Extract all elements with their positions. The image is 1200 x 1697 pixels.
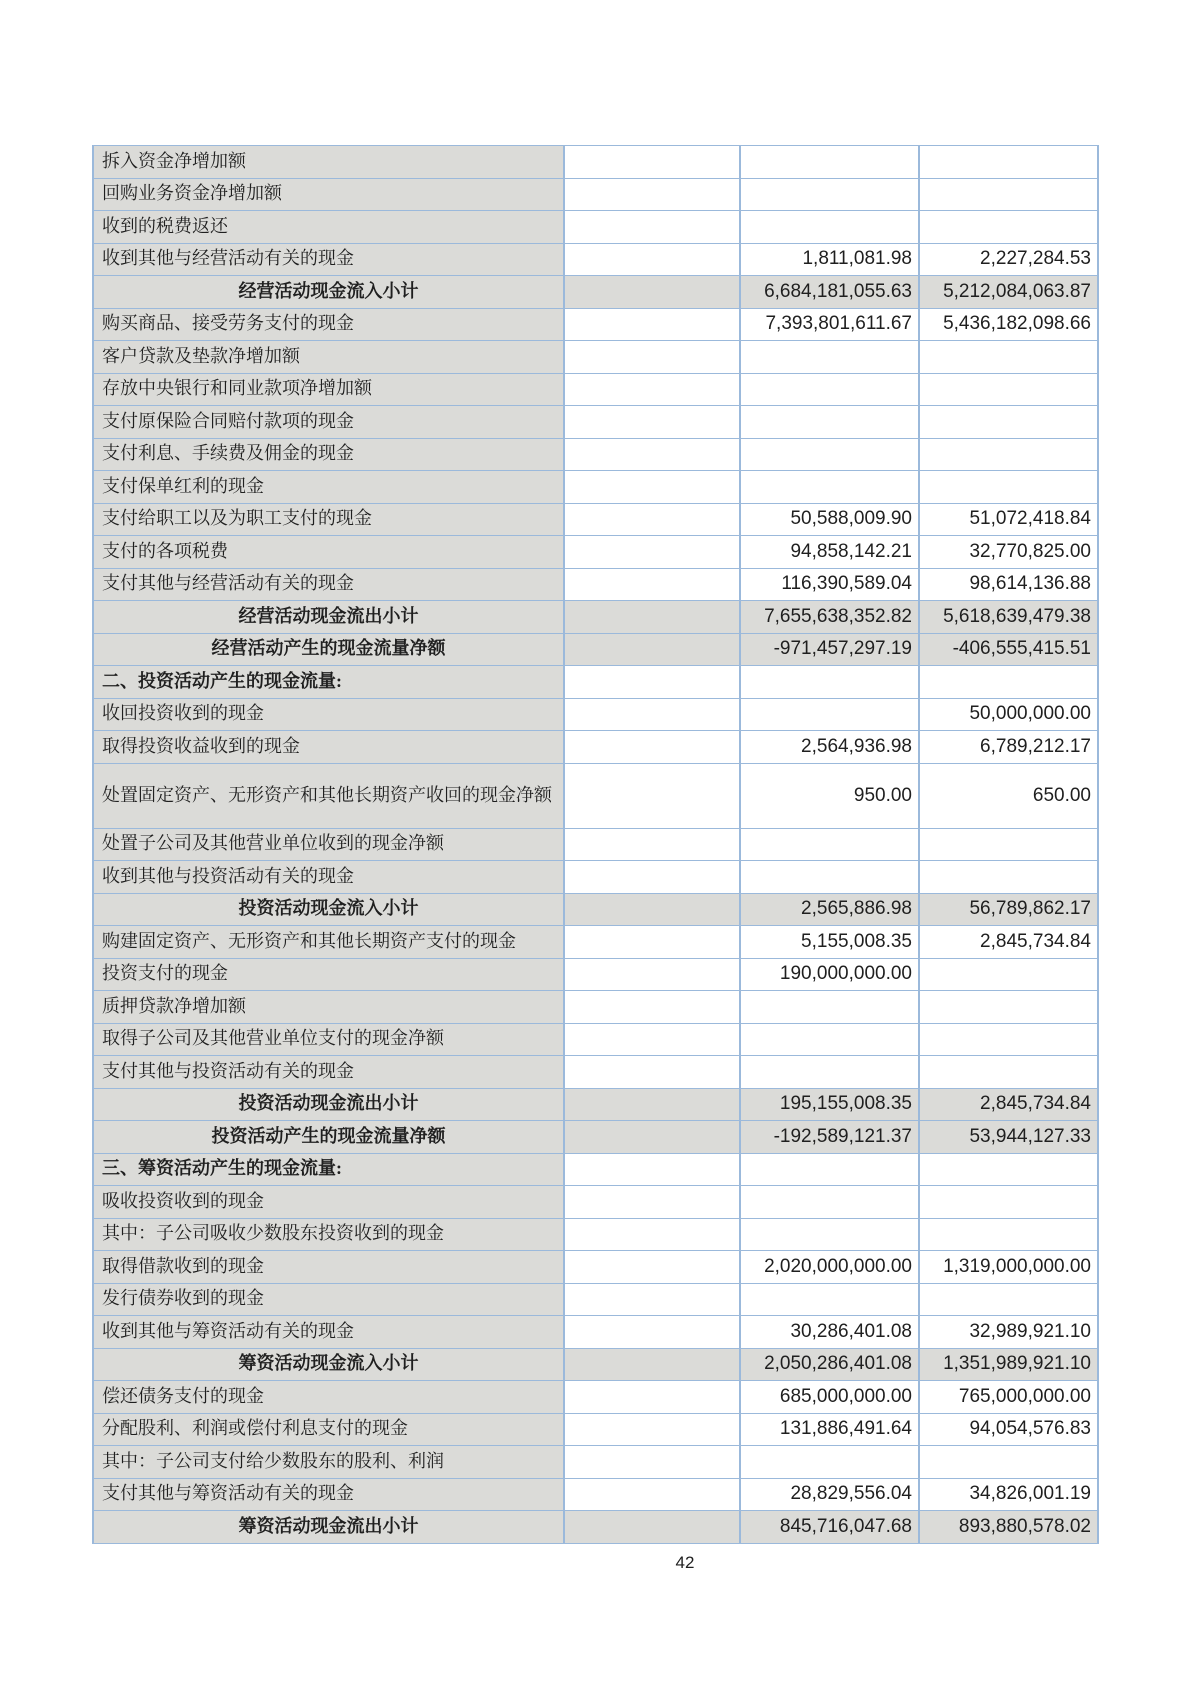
row-label: 拆入资金净增加额 — [93, 146, 564, 179]
table-row — [93, 861, 1098, 894]
value-current-period: 195,155,008.35 — [740, 1088, 919, 1121]
value-current-period — [740, 373, 919, 406]
notes-cell — [564, 243, 740, 276]
table-row — [93, 991, 1098, 1024]
row-label: 质押贷款净增加额 — [93, 991, 564, 1024]
notes-cell — [564, 1251, 740, 1284]
table-row — [93, 373, 1098, 406]
value-current-period: 30,286,401.08 — [740, 1316, 919, 1349]
table-row — [93, 601, 1098, 634]
notes-cell — [564, 1023, 740, 1056]
notes-cell — [564, 1381, 740, 1414]
row-label: 经营活动现金流出小计 — [93, 601, 564, 634]
value-prior-period: -406,555,415.51 — [919, 633, 1098, 666]
value-prior-period — [919, 471, 1098, 504]
value-prior-period: 2,845,734.84 — [919, 1088, 1098, 1121]
notes-cell — [564, 1186, 740, 1219]
row-label: 投资活动产生的现金流量净额 — [93, 1121, 564, 1154]
row-label: 支付利息、手续费及佣金的现金 — [93, 438, 564, 471]
table-row — [93, 1316, 1098, 1349]
table-row — [93, 178, 1098, 211]
value-current-period — [740, 1153, 919, 1186]
value-current-period — [740, 438, 919, 471]
value-current-period — [740, 178, 919, 211]
table-row — [93, 568, 1098, 601]
value-prior-period — [919, 991, 1098, 1024]
value-prior-period — [919, 861, 1098, 894]
row-label: 吸收投资收到的现金 — [93, 1186, 564, 1219]
value-current-period: 2,565,886.98 — [740, 893, 919, 926]
row-label: 发行债券收到的现金 — [93, 1283, 564, 1316]
row-label: 支付的各项税费 — [93, 536, 564, 569]
page-number: 42 — [675, 1553, 695, 1572]
cash-flow-table-body — [93, 146, 1098, 1544]
table-row — [93, 1478, 1098, 1511]
row-label: 收到其他与投资活动有关的现金 — [93, 861, 564, 894]
value-prior-period — [919, 1023, 1098, 1056]
row-label: 偿还债务支付的现金 — [93, 1381, 564, 1414]
value-prior-period: 56,789,862.17 — [919, 893, 1098, 926]
value-current-period — [740, 341, 919, 374]
value-current-period — [740, 211, 919, 244]
value-current-period: 131,886,491.64 — [740, 1413, 919, 1446]
value-prior-period — [919, 1446, 1098, 1479]
table-row — [93, 1348, 1098, 1381]
value-current-period: 5,155,008.35 — [740, 926, 919, 959]
row-label: 支付保单红利的现金 — [93, 471, 564, 504]
value-prior-period — [919, 958, 1098, 991]
table-row — [93, 1446, 1098, 1479]
table-row — [93, 341, 1098, 374]
table-row — [93, 1121, 1098, 1154]
row-label: 其中：子公司支付给少数股东的股利、利润 — [93, 1446, 564, 1479]
notes-cell — [564, 211, 740, 244]
table-row — [93, 1251, 1098, 1284]
value-prior-period: 53,944,127.33 — [919, 1121, 1098, 1154]
table-row — [93, 471, 1098, 504]
table-row — [93, 536, 1098, 569]
value-current-period — [740, 1218, 919, 1251]
notes-cell — [564, 276, 740, 309]
value-current-period: 7,393,801,611.67 — [740, 308, 919, 341]
value-prior-period — [919, 666, 1098, 699]
notes-cell — [564, 308, 740, 341]
value-current-period — [740, 146, 919, 179]
value-current-period — [740, 828, 919, 861]
notes-cell — [564, 958, 740, 991]
notes-cell — [564, 1316, 740, 1349]
notes-cell — [564, 1153, 740, 1186]
notes-cell — [564, 438, 740, 471]
value-current-period — [740, 861, 919, 894]
value-current-period — [740, 471, 919, 504]
table-row — [93, 958, 1098, 991]
value-prior-period: 34,826,001.19 — [919, 1478, 1098, 1511]
value-current-period — [740, 406, 919, 439]
value-prior-period: 50,000,000.00 — [919, 698, 1098, 731]
row-label: 客户贷款及垫款净增加额 — [93, 341, 564, 374]
notes-cell — [564, 1511, 740, 1544]
notes-cell — [564, 146, 740, 179]
notes-cell — [564, 341, 740, 374]
row-label: 处置固定资产、无形资产和其他长期资产收回的现金净额 — [93, 763, 564, 828]
notes-cell — [564, 1478, 740, 1511]
notes-cell — [564, 666, 740, 699]
value-prior-period: 650.00 — [919, 763, 1098, 828]
notes-cell — [564, 1283, 740, 1316]
table-row — [93, 211, 1098, 244]
row-label: 经营活动产生的现金流量净额 — [93, 633, 564, 666]
value-current-period: 950.00 — [740, 763, 919, 828]
value-prior-period: 2,845,734.84 — [919, 926, 1098, 959]
table-row — [93, 1088, 1098, 1121]
notes-cell — [564, 698, 740, 731]
value-prior-period — [919, 828, 1098, 861]
row-label: 筹资活动现金流出小计 — [93, 1511, 564, 1544]
value-current-period — [740, 1446, 919, 1479]
value-prior-period — [919, 1283, 1098, 1316]
notes-cell — [564, 178, 740, 211]
table-row — [93, 1283, 1098, 1316]
table-row — [93, 731, 1098, 764]
table-row — [93, 926, 1098, 959]
value-prior-period — [919, 406, 1098, 439]
value-prior-period — [919, 178, 1098, 211]
row-label: 经营活动现金流入小计 — [93, 276, 564, 309]
value-prior-period — [919, 211, 1098, 244]
table-row — [93, 1381, 1098, 1414]
value-prior-period — [919, 438, 1098, 471]
value-prior-period: 765,000,000.00 — [919, 1381, 1098, 1414]
value-prior-period: 98,614,136.88 — [919, 568, 1098, 601]
table-row — [93, 1153, 1098, 1186]
value-current-period: 94,858,142.21 — [740, 536, 919, 569]
value-prior-period — [919, 1186, 1098, 1219]
row-label: 其中：子公司吸收少数股东投资收到的现金 — [93, 1218, 564, 1251]
value-current-period: 50,588,009.90 — [740, 503, 919, 536]
row-label: 取得子公司及其他营业单位支付的现金净额 — [93, 1023, 564, 1056]
table-row — [93, 828, 1098, 861]
row-label: 收回投资收到的现金 — [93, 698, 564, 731]
value-current-period: 2,020,000,000.00 — [740, 1251, 919, 1284]
row-label: 支付原保险合同赔付款项的现金 — [93, 406, 564, 439]
cash-flow-table — [92, 145, 1099, 1544]
table-row — [93, 1023, 1098, 1056]
notes-cell — [564, 568, 740, 601]
row-label: 存放中央银行和同业款项净增加额 — [93, 373, 564, 406]
notes-cell — [564, 536, 740, 569]
table-row — [93, 438, 1098, 471]
row-label: 收到其他与经营活动有关的现金 — [93, 243, 564, 276]
table-row — [93, 633, 1098, 666]
notes-cell — [564, 1446, 740, 1479]
notes-cell — [564, 861, 740, 894]
value-current-period — [740, 1056, 919, 1089]
notes-cell — [564, 601, 740, 634]
value-current-period — [740, 991, 919, 1024]
row-label: 收到其他与筹资活动有关的现金 — [93, 1316, 564, 1349]
value-current-period — [740, 1186, 919, 1219]
row-label: 购买商品、接受劳务支付的现金 — [93, 308, 564, 341]
table-row — [93, 1218, 1098, 1251]
notes-cell — [564, 828, 740, 861]
value-current-period — [740, 666, 919, 699]
row-label: 取得借款收到的现金 — [93, 1251, 564, 1284]
value-prior-period: 6,789,212.17 — [919, 731, 1098, 764]
notes-cell — [564, 633, 740, 666]
value-prior-period — [919, 341, 1098, 374]
table-row — [93, 308, 1098, 341]
table-row — [93, 1413, 1098, 1446]
value-prior-period: 893,880,578.02 — [919, 1511, 1098, 1544]
row-label: 收到的税费返还 — [93, 211, 564, 244]
value-prior-period: 32,989,921.10 — [919, 1316, 1098, 1349]
value-prior-period: 94,054,576.83 — [919, 1413, 1098, 1446]
value-prior-period: 32,770,825.00 — [919, 536, 1098, 569]
value-prior-period — [919, 1056, 1098, 1089]
notes-cell — [564, 1413, 740, 1446]
table-row — [93, 666, 1098, 699]
table-row — [93, 503, 1098, 536]
value-current-period: 116,390,589.04 — [740, 568, 919, 601]
value-current-period: 2,564,936.98 — [740, 731, 919, 764]
row-label: 二、投资活动产生的现金流量: — [93, 666, 564, 699]
table-row — [93, 1056, 1098, 1089]
value-current-period: 190,000,000.00 — [740, 958, 919, 991]
notes-cell — [564, 1121, 740, 1154]
value-current-period: -971,457,297.19 — [740, 633, 919, 666]
value-prior-period: 2,227,284.53 — [919, 243, 1098, 276]
table-row — [93, 146, 1098, 179]
value-prior-period — [919, 1218, 1098, 1251]
notes-cell — [564, 763, 740, 828]
value-current-period: 28,829,556.04 — [740, 1478, 919, 1511]
notes-cell — [564, 1056, 740, 1089]
row-label: 处置子公司及其他营业单位收到的现金净额 — [93, 828, 564, 861]
row-label: 支付其他与经营活动有关的现金 — [93, 568, 564, 601]
table-row — [93, 276, 1098, 309]
row-label: 回购业务资金净增加额 — [93, 178, 564, 211]
value-prior-period: 5,212,084,063.87 — [919, 276, 1098, 309]
table-row — [93, 406, 1098, 439]
value-current-period: 685,000,000.00 — [740, 1381, 919, 1414]
value-current-period: -192,589,121.37 — [740, 1121, 919, 1154]
value-current-period: 845,716,047.68 — [740, 1511, 919, 1544]
row-label: 支付其他与投资活动有关的现金 — [93, 1056, 564, 1089]
row-label: 取得投资收益收到的现金 — [93, 731, 564, 764]
value-current-period: 1,811,081.98 — [740, 243, 919, 276]
value-prior-period: 1,319,000,000.00 — [919, 1251, 1098, 1284]
row-label: 投资活动现金流出小计 — [93, 1088, 564, 1121]
row-label: 三、筹资活动产生的现金流量: — [93, 1153, 564, 1186]
value-current-period: 7,655,638,352.82 — [740, 601, 919, 634]
value-prior-period — [919, 146, 1098, 179]
value-prior-period: 51,072,418.84 — [919, 503, 1098, 536]
notes-cell — [564, 991, 740, 1024]
table-row — [93, 1186, 1098, 1219]
row-label: 支付其他与筹资活动有关的现金 — [93, 1478, 564, 1511]
value-prior-period — [919, 373, 1098, 406]
row-label: 投资活动现金流入小计 — [93, 893, 564, 926]
row-label: 分配股利、利润或偿付利息支付的现金 — [93, 1413, 564, 1446]
row-label: 支付给职工以及为职工支付的现金 — [93, 503, 564, 536]
row-label: 投资支付的现金 — [93, 958, 564, 991]
value-prior-period: 5,618,639,479.38 — [919, 601, 1098, 634]
notes-cell — [564, 731, 740, 764]
row-label: 筹资活动现金流入小计 — [93, 1348, 564, 1381]
notes-cell — [564, 926, 740, 959]
value-prior-period: 1,351,989,921.10 — [919, 1348, 1098, 1381]
notes-cell — [564, 1088, 740, 1121]
table-row — [93, 698, 1098, 731]
row-label: 购建固定资产、无形资产和其他长期资产支付的现金 — [93, 926, 564, 959]
value-prior-period — [919, 1153, 1098, 1186]
notes-cell — [564, 893, 740, 926]
value-current-period — [740, 1023, 919, 1056]
table-row — [93, 1511, 1098, 1544]
notes-cell — [564, 1348, 740, 1381]
value-current-period — [740, 698, 919, 731]
notes-cell — [564, 1218, 740, 1251]
value-current-period: 2,050,286,401.08 — [740, 1348, 919, 1381]
table-row — [93, 763, 1098, 828]
notes-cell — [564, 406, 740, 439]
notes-cell — [564, 373, 740, 406]
value-current-period: 6,684,181,055.63 — [740, 276, 919, 309]
table-row — [93, 243, 1098, 276]
value-prior-period: 5,436,182,098.66 — [919, 308, 1098, 341]
notes-cell — [564, 471, 740, 504]
table-row — [93, 893, 1098, 926]
value-current-period — [740, 1283, 919, 1316]
notes-cell — [564, 503, 740, 536]
